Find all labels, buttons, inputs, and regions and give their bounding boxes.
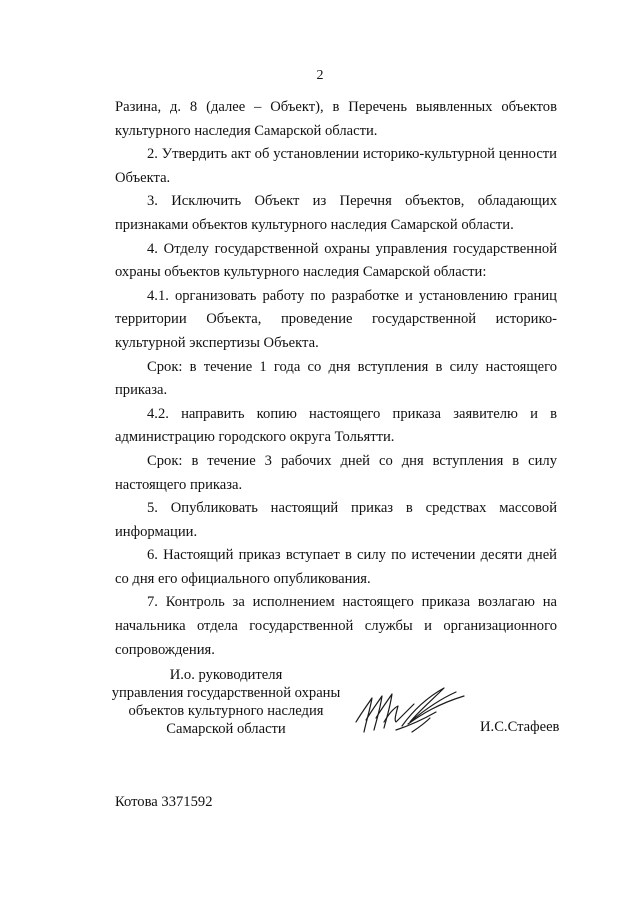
signatory-position-line: И.о. руководителя: [169, 667, 283, 683]
signatory-position-line: объектов культурного наследия: [128, 703, 324, 719]
signatory-position: [110, 666, 342, 738]
paragraph-item-5: 5. Опубликовать настоящий приказ в средствах массовой информации.: [115, 500, 557, 540]
paragraph-item-6: 6. Настоящий приказ вступает в силу по истечении десяти дней со дня его официального опубликования.: [115, 547, 557, 587]
paragraph-item-7: 7. Контроль за исполнением настоящего приказа возлагаю на начальника отдела государственной службы и организационного сопровождения.: [115, 594, 557, 658]
paragraph-item-3: 3. Исключить Объект из Перечня объектов, обладающих признаками объектов культурного наследия Самарской области.: [115, 193, 557, 233]
signatory-position-line: управления государственной охраны: [111, 685, 341, 701]
paragraph-item-4-2: 4.2. направить копию настоящего приказа заявителю и в администрацию городского округа Тольятти.: [115, 405, 557, 446]
page-number: 2: [316, 68, 324, 83]
paragraph-item-2: 2. Утвердить акт об установлении историко-культурной ценности Объекта.: [115, 146, 557, 186]
paragraph-deadline-2: Срок: в течение 3 рабочих дней со дня вступления в силу настоящего приказа.: [115, 452, 557, 493]
handwritten-signature: [352, 682, 472, 744]
paragraph-deadline-1: Срок: в течение 1 года со дня вступления в силу настоящего приказа.: [115, 358, 557, 399]
executor-contact: Котова 3371592: [115, 794, 213, 810]
signatory-name: И.С.Стафеев: [480, 719, 560, 735]
document-body: [115, 96, 557, 662]
paragraph-item-4-1: 4.1. организовать работу по разработке и установлению границ территории Объекта, проведение государственной историко-культурной экспертизы Объекта.: [115, 287, 557, 351]
paragraph-item-4: 4. Отделу государственной охраны управления государственной охраны объектов культурного наследия Самарской области:: [115, 240, 557, 281]
signatory-position-line: Самарской области: [166, 721, 286, 737]
paragraph-continuation: Разина, д. 8 (далее – Объект), в Перечень выявленных объектов культурного наследия Самарской области.: [115, 99, 557, 139]
